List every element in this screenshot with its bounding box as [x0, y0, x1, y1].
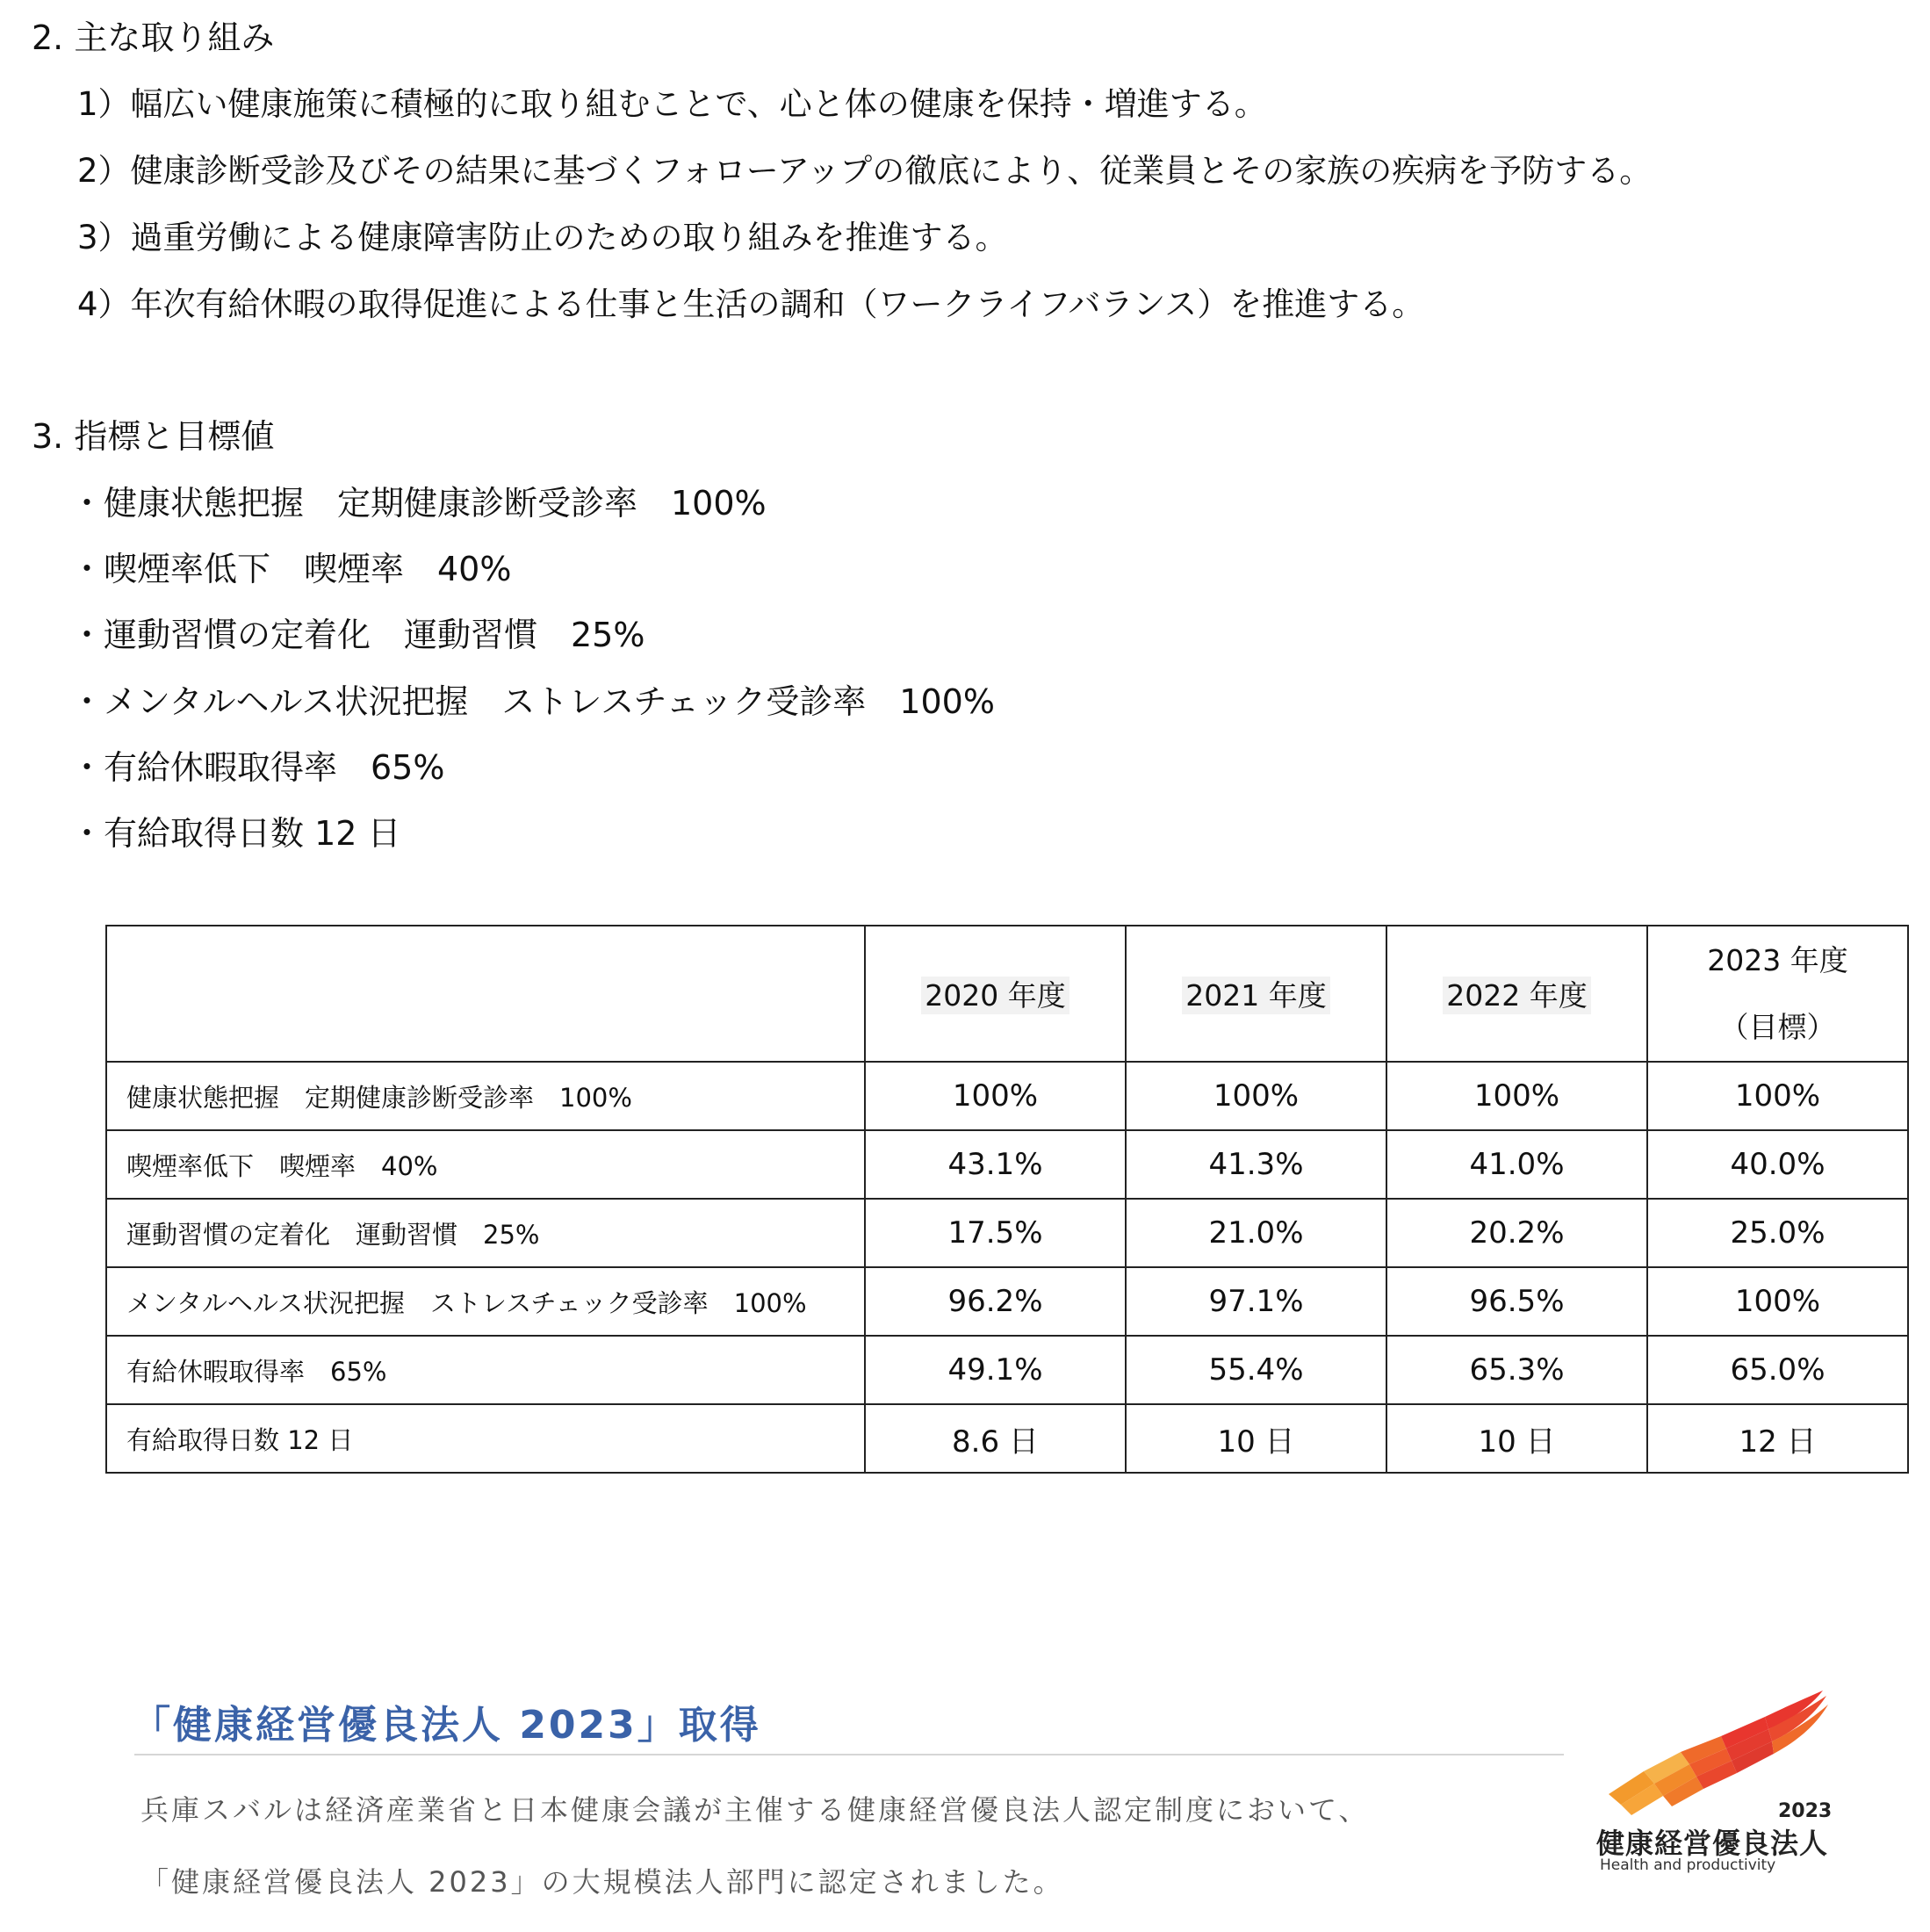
- section2-item-3: 3）過重労働による健康障害防止のための取り組みを推進する。: [77, 219, 1008, 256]
- table-header-cell: 2021 年度: [1126, 926, 1386, 1062]
- table-cell: 21.0%: [1126, 1199, 1386, 1267]
- section2-item-4: 4）年次有給休暇の取得促進による仕事と生活の調和（ワークライフバランス）を推進する。: [77, 285, 1425, 323]
- table-cell: 40.0%: [1647, 1130, 1908, 1199]
- table-cell: 8.6 日: [865, 1404, 1126, 1473]
- certification-body-line2: 「健康経営優良法人 2023」の大規模法人部門に認定されました。: [140, 1865, 1064, 1899]
- table-cell: 43.1%: [865, 1130, 1126, 1199]
- table-header-cell: [1647, 926, 1908, 1062]
- metrics-table: [105, 925, 1909, 1474]
- row-label: 有給休暇取得率 65%: [106, 1336, 865, 1404]
- table-cell: 12 日: [1647, 1404, 1908, 1473]
- table-row: [106, 1130, 1908, 1199]
- table-cell: 65.3%: [1386, 1336, 1647, 1404]
- table-row: [106, 1062, 1908, 1130]
- logo-year: 2023: [1778, 1800, 1833, 1822]
- table-row: [106, 1404, 1908, 1473]
- certification-body-line1: 兵庫スバルは経済産業省と日本健康会議が主催する健康経営優良法人認定制度において、: [140, 1793, 1370, 1827]
- table-cell: 100%: [1126, 1062, 1386, 1130]
- table-cell: 25.0%: [1647, 1199, 1908, 1267]
- table-cell: 100%: [1647, 1062, 1908, 1130]
- table-cell: 41.0%: [1386, 1130, 1647, 1199]
- table-header-cell: 2022 年度: [1386, 926, 1647, 1062]
- logo-name: 健康経営優良法人: [1596, 1827, 1829, 1860]
- table-cell: 96.5%: [1386, 1267, 1647, 1336]
- table-cell: 96.2%: [865, 1267, 1126, 1336]
- table-row: [106, 1267, 1908, 1336]
- indicator-item-2: ・喫煙率低下 喫煙率 40%: [70, 550, 512, 588]
- certification-divider: [134, 1754, 1564, 1755]
- table-cell: 49.1%: [865, 1336, 1126, 1404]
- table-cell: 55.4%: [1126, 1336, 1386, 1404]
- table-cell: 10 日: [1126, 1404, 1386, 1473]
- logo-subtitle: Health and productivity: [1600, 1856, 1776, 1874]
- table-cell: 17.5%: [865, 1199, 1126, 1267]
- section2-item-1: 1）幅広い健康施策に積極的に取り組むことで、心と体の健康を保持・増進する。: [77, 85, 1267, 123]
- table-cell: 41.3%: [1126, 1130, 1386, 1199]
- section2-item-2: 2）健康診断受診及びその結果に基づくフォローアップの徹底により、従業員とその家族の疾病を予防する。: [77, 152, 1653, 190]
- row-label: 喫煙率低下 喫煙率 40%: [106, 1130, 865, 1199]
- indicator-item-5: ・有給休暇取得率 65%: [70, 748, 445, 787]
- table-cell: 100%: [1647, 1267, 1908, 1336]
- table-row: [106, 1199, 1908, 1267]
- table-cell: 100%: [1386, 1062, 1647, 1130]
- row-label: 運動習慣の定着化 運動習慣 25%: [106, 1199, 865, 1267]
- row-label: 有給取得日数 12 日: [106, 1404, 865, 1473]
- row-label: 健康状態把握 定期健康診断受診率 100%: [106, 1062, 865, 1130]
- table-cell: 97.1%: [1126, 1267, 1386, 1336]
- indicator-item-3: ・運動習慣の定着化 運動習慣 25%: [70, 616, 645, 654]
- table-cell: 20.2%: [1386, 1199, 1647, 1267]
- indicator-item-4: ・メンタルヘルス状況把握 ストレスチェック受診率 100%: [70, 682, 995, 721]
- table-cell: 10 日: [1386, 1404, 1647, 1473]
- indicator-item-1: ・健康状態把握 定期健康診断受診率 100%: [70, 484, 767, 523]
- table-header-blank: [106, 926, 865, 1062]
- header-2023-year: 2023 年度: [1707, 942, 1848, 977]
- section3-heading: 3. 指標と目標値: [32, 417, 275, 456]
- table-cell: 65.0%: [1647, 1336, 1908, 1404]
- table-header-row: [106, 926, 1908, 1062]
- table-header-cell: 2020 年度: [865, 926, 1126, 1062]
- row-label: メンタルヘルス状況把握 ストレスチェック受診率 100%: [106, 1267, 865, 1336]
- section2-heading: 2. 主な取り組み: [32, 18, 275, 57]
- indicator-item-6: ・有給取得日数 12 日: [70, 814, 401, 853]
- table-cell: 100%: [865, 1062, 1126, 1130]
- certification-title: 「健康経営優良法人 2023」取得: [132, 1703, 761, 1748]
- table-row: [106, 1336, 1908, 1404]
- header-2023-target: （目標）: [1719, 1009, 1836, 1044]
